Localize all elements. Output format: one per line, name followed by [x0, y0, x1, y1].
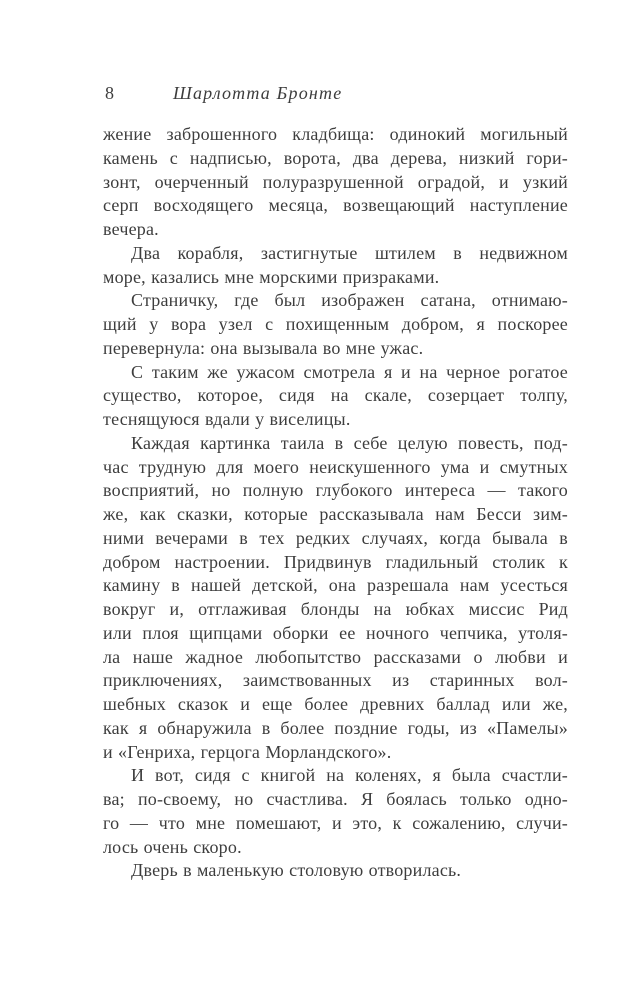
text-line: теснящуюся вдали у виселицы.: [103, 409, 351, 429]
text-line: и «Генриха, герцога Морландского».: [103, 741, 392, 762]
text-line: восприятий, но полную глубокого интереса — такого: [103, 480, 568, 501]
text-line: же, как сказки, которые рассказывала нам Бесси зим-: [103, 504, 568, 524]
text-line: камень с надписью, ворота, два дерева, низкий гори-: [103, 147, 568, 168]
text-line: И вот, сидя с книгой на коленях, я была счастли-: [131, 765, 568, 786]
text-line: вечера.: [103, 219, 159, 239]
text-line: зонт, очерченный полуразрушенной оградой, и узкий: [103, 171, 568, 192]
running-head: Шарлотта Бронте: [173, 83, 343, 103]
page-header: [0, 83, 632, 105]
text-line: существо, которое, сидя на скале, созерцает толпу,: [103, 385, 568, 406]
text-line: перевернула: она вызывала во мне ужас.: [103, 337, 424, 358]
text-line: го — что мне помешают, и это, к сожалению, случи-: [103, 812, 568, 833]
text-line: или плоя щипцами оборки ее ночного чепчика, утоля-: [103, 622, 568, 643]
text-line: час трудную для моего неискушенного ума и смутных: [103, 456, 568, 477]
text-line: ла наше жадное любопытство рассказами о любви и: [103, 646, 568, 667]
text-line: щий у вора узел с похищенным добром, я поскорее: [103, 314, 568, 334]
text-line: море, казались мне морскими призраками.: [103, 266, 440, 287]
text-line: С таким же ужасом смотрела я и на черное рогатое: [131, 361, 568, 382]
text-line: Дверь в маленькую столовую отворилась.: [131, 860, 462, 881]
text-line: как я обнаружила в более поздние годы, из «Памелы»: [103, 717, 568, 738]
text-line: вокруг и, отглаживая блонды на юбках миссис Рид: [103, 599, 568, 619]
text-line: приключениях, заимствованных из старинных вол-: [103, 670, 568, 691]
text-line: Два корабля, застигнутые штилем в недвижном: [131, 242, 568, 263]
text-line: камину в нашей детской, она разрешала нам усесться: [103, 575, 568, 596]
text-line: шебных сказок и еще более древних баллад или же,: [103, 694, 568, 714]
text-line: лось очень скоро.: [103, 836, 242, 857]
page-text: [103, 123, 568, 883]
text-line: ва; по-своему, но счастлива. Я боялась только одно-: [103, 789, 568, 809]
text-line: серп восходящего месяца, возвещающий наступление: [103, 195, 568, 216]
text-line: добром настроении. Придвинув гладильный столик к: [103, 551, 568, 572]
text-line: ними вечерами в тех редких случаях, когда бывала в: [103, 527, 568, 548]
text-line: Страничку, где был изображен сатана, отнимаю-: [131, 290, 568, 311]
page-number: 8: [105, 83, 115, 103]
text-line: Каждая картинка таила в себе целую повесть, под-: [131, 432, 568, 453]
text-line: жение заброшенного кладбища: одинокий могильный: [103, 124, 568, 144]
